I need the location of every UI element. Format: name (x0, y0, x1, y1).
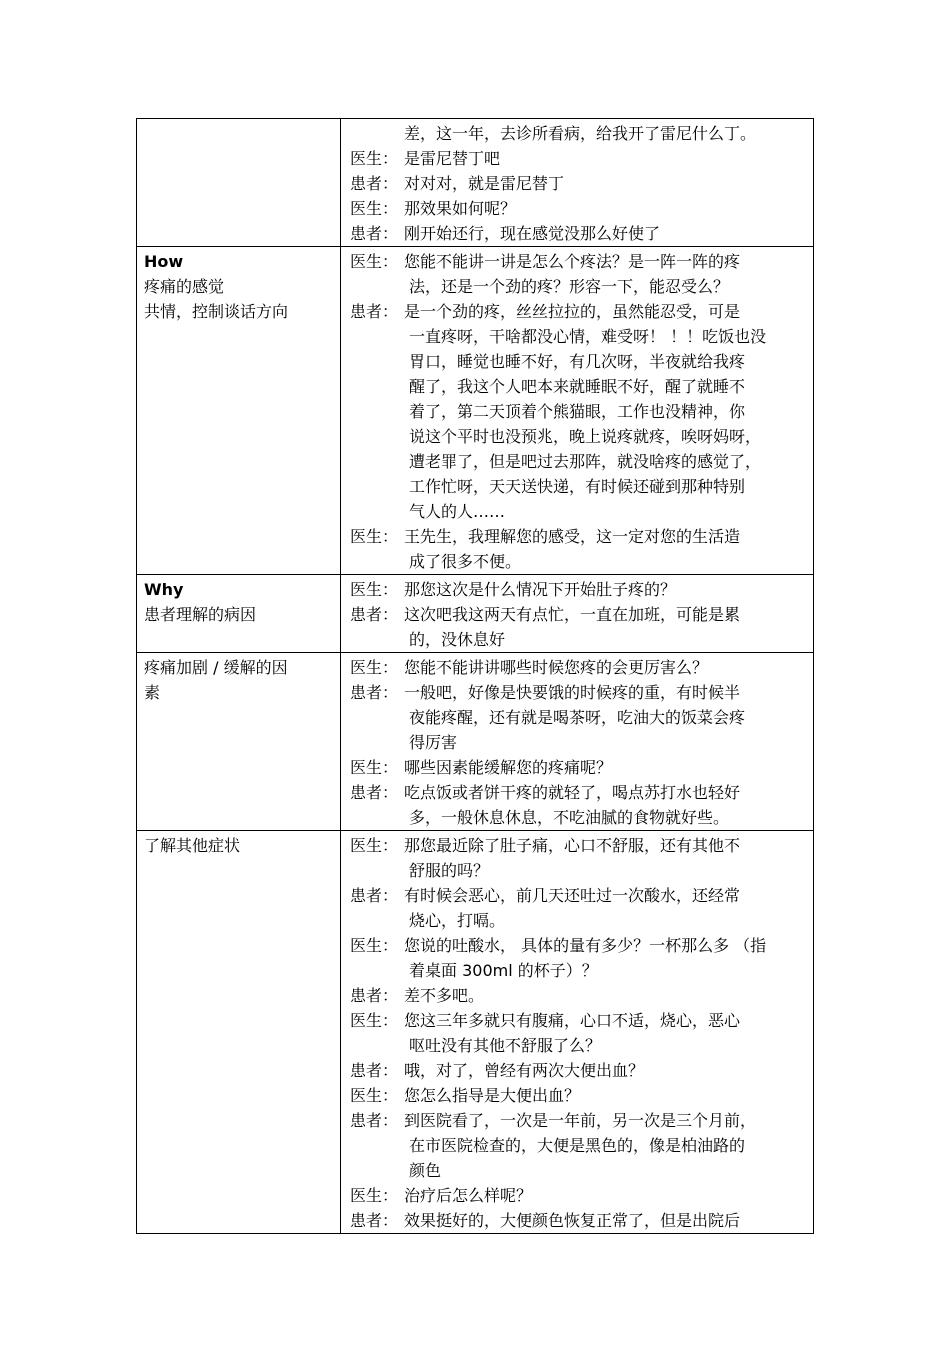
dialogue-turn (350, 1108, 813, 1183)
topic-cell (137, 119, 341, 247)
utterance-line: 着了，第二天顶着个熊猫眼，工作也没精神，你 (409, 402, 746, 421)
utterance-line: 您这三年多就只有腹痛，心口不适，烧心，恶心 (404, 1011, 741, 1030)
speaker-label: 医生： (350, 199, 399, 218)
utterance-line: 夜能疼醒，还有就是喝茶呀，吃油大的饭菜会疼 (409, 708, 746, 727)
utterance-line: 到医院看了，一次是一年前，另一次是三个月前， (404, 1111, 757, 1130)
utterance-line: 烧心，打嗝。 (409, 911, 506, 930)
utterance-line: 您能不能讲讲哪些时候您疼的会更厉害么？ (404, 658, 709, 677)
topic-cell (137, 831, 341, 1234)
utterance-line: 有时候会恶心，前几天还吐过一次酸水，还经常 (404, 886, 741, 905)
utterance-line: 呕吐没有其他不舒服了么？ (409, 1036, 602, 1055)
table-row (137, 831, 814, 1234)
utterance-line: 的，没休息好 (409, 630, 506, 649)
utterance-line: 这次吧我这两天有点忙，一直在加班，可能是累 (404, 605, 741, 624)
utterance (404, 221, 813, 246)
topic-cell (137, 575, 341, 653)
utterance-line: 哪些因素能缓解您的疼痛呢？ (404, 758, 613, 777)
speaker-label: 医生： (350, 527, 399, 546)
utterance (404, 146, 813, 171)
utterance (404, 577, 813, 602)
utterance-line: 多，一般休息休息，不吃油腻的食物就好些。 (409, 808, 730, 827)
utterance-line: 胃口，睡觉也睡不好，有几次呀，半夜就给我疼 (409, 352, 746, 371)
utterance (404, 883, 813, 933)
dialogue-turn (350, 1008, 813, 1058)
topic-label: 共情，控制谈话方向 (144, 302, 289, 321)
topic-cell (137, 653, 341, 831)
topic-label: 患者理解的病因 (144, 605, 257, 624)
speaker-label: 患者： (350, 683, 399, 702)
dialogue-turn (350, 780, 813, 830)
utterance (404, 780, 813, 830)
utterance (404, 933, 813, 983)
utterance-line: 说这个平时也没预兆，晚上说疼就疼，唉呀妈呀， (409, 427, 762, 446)
dialogue-cell (341, 119, 814, 247)
utterance (404, 1058, 813, 1083)
dialogue-cell (341, 653, 814, 831)
utterance-line: 效果挺好的，大便颜色恢复正常了，但是出院后 (404, 1211, 741, 1230)
topic-label: 了解其他症状 (144, 836, 241, 855)
speaker-label: 医生： (350, 252, 399, 271)
utterance-line: 气人的人…… (409, 502, 506, 521)
utterance (404, 1008, 813, 1058)
utterance-line: 一直疼呀，干啥都没心情，难受呀！ ！！吃饭也没 (409, 327, 767, 346)
topic-label: 疼痛加剧 / 缓解的因 (144, 658, 288, 677)
utterance (404, 196, 813, 221)
utterance (404, 1108, 813, 1183)
speaker-label: 患者： (350, 986, 399, 1005)
utterance-line: 那您这次是什么情况下开始肚子疼的？ (404, 580, 677, 599)
dialogue-turn (350, 1058, 813, 1083)
topic-label: 疼痛的感觉 (144, 277, 225, 296)
dialogue-turn (350, 121, 813, 146)
utterance (404, 249, 813, 299)
speaker-label: 医生： (350, 1011, 399, 1030)
speaker-label: 医生： (350, 836, 399, 855)
utterance (404, 524, 813, 574)
speaker-label: 医生： (350, 580, 399, 599)
dialogue-turn (350, 299, 813, 524)
dialogue-turn (350, 755, 813, 780)
utterance (404, 299, 813, 524)
speaker-label: 患者： (350, 886, 399, 905)
utterance-line: 王先生，我理解您的感受，这一定对您的生活造 (404, 527, 741, 546)
dialogue-turn (350, 983, 813, 1008)
dialogue-turn (350, 196, 813, 221)
topic-heading: How (144, 252, 184, 271)
speaker-label: 患者： (350, 605, 399, 624)
dialogue-turn (350, 1183, 813, 1208)
utterance-line: 在市医院检查的，大便是黑色的，像是柏油路的 (409, 1136, 746, 1155)
utterance-line: 一般吧，好像是快要饿的时候疼的重，有时候半 (404, 683, 741, 702)
table-row (137, 575, 814, 653)
utterance (404, 602, 813, 652)
table-row (137, 653, 814, 831)
speaker-label: 患者： (350, 224, 399, 243)
table-row (137, 247, 814, 575)
utterance-line: 对对对，就是雷尼替丁 (404, 174, 565, 193)
utterance (404, 755, 813, 780)
dialogue-turn (350, 883, 813, 933)
dialogue-turn (350, 146, 813, 171)
table-row (137, 119, 814, 247)
utterance-line: 得厉害 (409, 733, 458, 752)
utterance-line: 工作忙呀，天天送快递，有时候还碰到那种特别 (409, 477, 746, 496)
utterance-line: 刚开始还行，现在感觉没那么好使了 (404, 224, 661, 243)
utterance (404, 1183, 813, 1208)
speaker-label: 医生： (350, 149, 399, 168)
utterance-line: 那您最近除了肚子痛，心口不舒服，还有其他不 (404, 836, 741, 855)
speaker-label: 医生： (350, 1186, 399, 1205)
utterance (404, 1208, 813, 1233)
speaker-label: 医生： (350, 658, 399, 677)
dialogue-table-body (137, 119, 814, 1234)
utterance-line: 遭老罪了，但是吧过去那阵，就没啥疼的感觉了， (409, 452, 762, 471)
utterance-line: 成了很多不便。 (409, 552, 522, 571)
utterance-line: 哦，对了，曾经有两次大便出血？ (404, 1061, 645, 1080)
dialogue-turn (350, 602, 813, 652)
utterance (404, 655, 813, 680)
utterance-line: 醒了，我这个人吧本来就睡眠不好，醒了就睡不 (409, 377, 746, 396)
speaker-label: 患者： (350, 783, 399, 802)
utterance-line: 着桌面 300ml 的杯子）？ (409, 961, 598, 980)
dialogue-turn (350, 1083, 813, 1108)
topic-cell (137, 247, 341, 575)
speaker-label: 患者： (350, 302, 399, 321)
dialogue-turn (350, 524, 813, 574)
dialogue-turn (350, 680, 813, 755)
utterance (404, 983, 813, 1008)
speaker-label: 患者： (350, 1061, 399, 1080)
dialogue-cell (341, 575, 814, 653)
utterance (404, 833, 813, 883)
dialogue-turn (350, 933, 813, 983)
utterance (350, 121, 813, 146)
dialogue-turn (350, 171, 813, 196)
dialogue-cell (341, 247, 814, 575)
dialogue-turn (350, 249, 813, 299)
utterance (404, 171, 813, 196)
dialogue-turn (350, 577, 813, 602)
utterance-line: 吃点饭或者饼干疼的就轻了，喝点苏打水也轻好 (404, 783, 741, 802)
dialogue-cell (341, 831, 814, 1234)
utterance-line: 那效果如何呢？ (404, 199, 517, 218)
utterance (404, 1083, 813, 1108)
utterance-line: 是雷尼替丁吧 (404, 149, 501, 168)
speaker-label: 患者： (350, 174, 399, 193)
utterance-line: 舒服的吗？ (409, 861, 490, 880)
speaker-label: 医生： (350, 1086, 399, 1105)
dialogue-turn (350, 833, 813, 883)
dialogue-turn (350, 655, 813, 680)
speaker-label: 医生： (350, 936, 399, 955)
dialogue-turn (350, 1208, 813, 1233)
topic-heading: Why (144, 580, 184, 599)
speaker-label: 医生： (350, 758, 399, 777)
utterance-line: 差不多吧。 (404, 986, 485, 1005)
utterance-line: 治疗后怎么样呢？ (404, 1186, 533, 1205)
utterance-line: 您能不能讲一讲是怎么个疼法？是一阵一阵的疼 (404, 252, 741, 271)
topic-label: 素 (144, 683, 161, 702)
utterance-line: 法，还是一个劲的疼？形容一下，能忍受么？ (409, 277, 730, 296)
dialogue-turn (350, 221, 813, 246)
utterance-line: 是一个劲的疼，丝丝拉拉的，虽然能忍受，可是 (404, 302, 741, 321)
utterance-line: 您说的吐酸水， 具体的量有多少？一杯那么多 （指 (404, 936, 767, 955)
speaker-label: 患者： (350, 1111, 399, 1130)
utterance-line: 颜色 (409, 1161, 442, 1180)
utterance-line: 差，这一年，去诊所看病，给我开了雷尼什么丁。 (404, 124, 757, 143)
utterance-line: 您怎么指导是大便出血？ (404, 1086, 581, 1105)
speaker-label: 患者： (350, 1211, 399, 1230)
utterance (404, 680, 813, 755)
dialogue-table (136, 118, 814, 1234)
